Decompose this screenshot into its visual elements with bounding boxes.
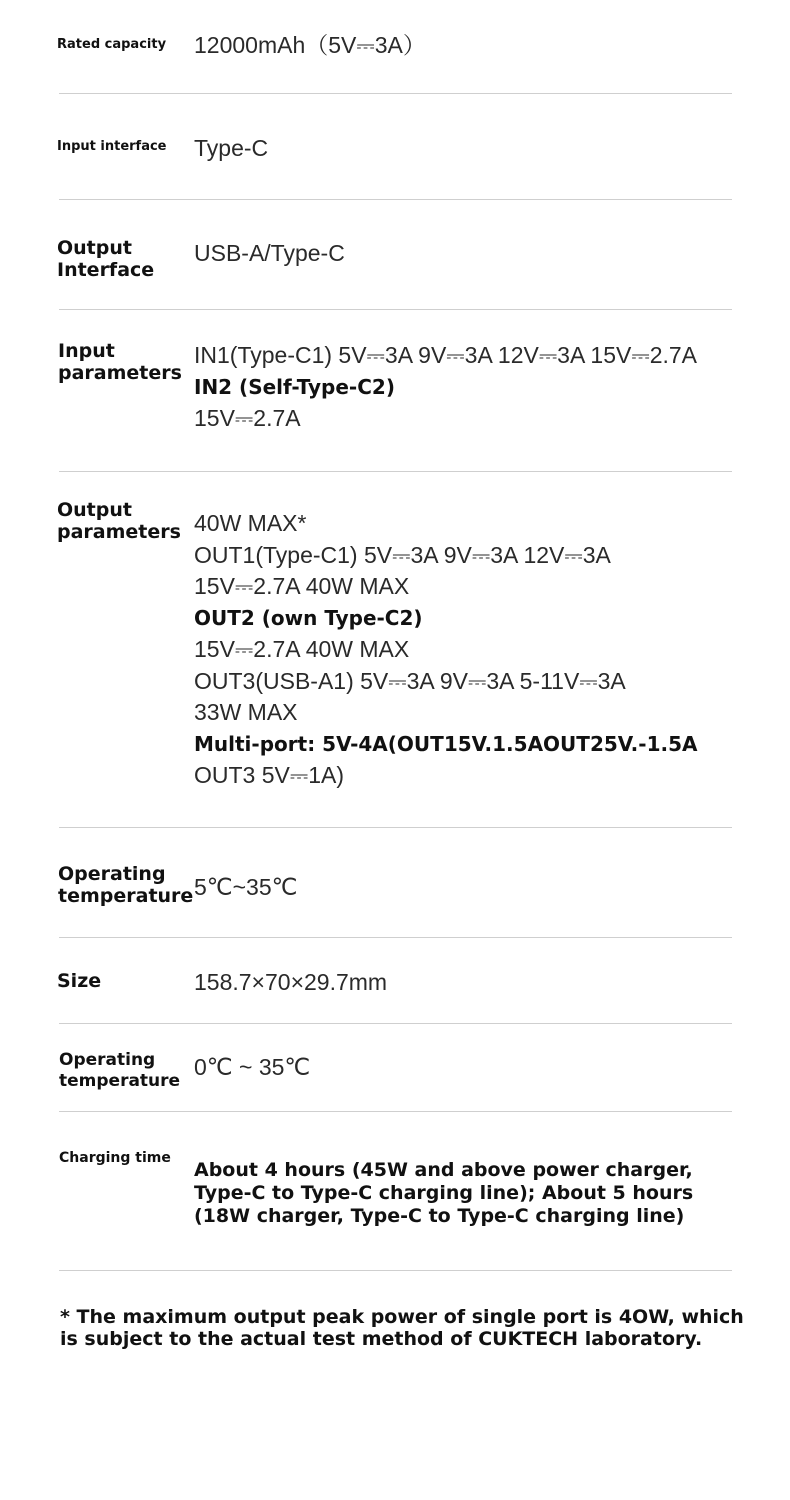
row-divider bbox=[59, 1023, 732, 1024]
spec-value-output-parameters bbox=[194, 508, 754, 792]
row-divider bbox=[59, 199, 732, 200]
spec-value-line: Type-C bbox=[194, 135, 269, 161]
spec-value-charging-time bbox=[194, 1159, 714, 1228]
spec-value-line: IN1(Type-C1) 5V⎓3A 9V⎓3A 12V⎓3A 15V⎓2.7A bbox=[194, 342, 698, 368]
spec-value-line: 40W MAX* bbox=[194, 510, 307, 536]
spec-value-line: IN2 (Self-Type-C2) bbox=[194, 374, 395, 399]
footnote: * The maximum output peak power of single port is 4OW, which is subject to the actual test method of CUKTECH laboratory. bbox=[60, 1306, 744, 1350]
spec-value-line: 15V⎓2.7A bbox=[194, 405, 301, 431]
spec-value-line: 33W MAX bbox=[194, 699, 298, 725]
spec-label-output-interface: Output Interface bbox=[57, 237, 155, 281]
spec-label-input-interface: Input interface bbox=[57, 139, 167, 154]
spec-value-line: OUT1(Type-C1) 5V⎓3A 9V⎓3A 12V⎓3A bbox=[194, 541, 611, 568]
spec-label-operating-temperature-2: Operating temperature bbox=[59, 1050, 181, 1091]
spec-value-line: OUT3 5V⎓1A) bbox=[194, 762, 345, 788]
spec-label-rated-capacity: Rated capacity bbox=[57, 37, 167, 52]
spec-value-line: OUT3(USB-A1) 5V⎓3A 9V⎓3A 5-11V⎓3A bbox=[194, 667, 626, 694]
spec-label-charging-time: Charging time bbox=[59, 1150, 171, 1166]
row-divider bbox=[59, 309, 732, 310]
row-divider bbox=[59, 471, 732, 472]
spec-label-output-parameters: Output parameters bbox=[57, 499, 181, 543]
spec-value-line: 15V⎓2.7A 40W MAX bbox=[194, 573, 410, 599]
spec-value-output-interface bbox=[194, 238, 754, 270]
spec-value-paragraph: About 4 hours (45W and above power charger, Type-C to Type-C charging line); About 5 hours (18W charger, Type-C to Type-C charging line) bbox=[194, 1159, 694, 1227]
row-divider bbox=[59, 1270, 732, 1271]
spec-value-line: USB-A/Type-C bbox=[194, 240, 345, 266]
spec-value-size bbox=[194, 967, 754, 999]
spec-value-input-interface bbox=[194, 133, 754, 165]
spec-value-input-parameters bbox=[194, 340, 754, 435]
row-divider bbox=[59, 1111, 732, 1112]
spec-value-line: OUT2 (own Type-C2) bbox=[194, 605, 423, 630]
spec-value-operating-temperature-2 bbox=[194, 1052, 754, 1084]
spec-value-line: 12000mAh（5V⎓3A） bbox=[194, 32, 426, 58]
row-divider bbox=[59, 93, 732, 94]
spec-value-rated-capacity bbox=[194, 30, 754, 62]
spec-value-line: 158.7×70×29.7mm bbox=[194, 969, 388, 995]
spec-value-line: Multi-port: 5V-4A(OUT15V.1.5AOUT25V.-1.5A bbox=[194, 731, 698, 756]
spec-value-line: 0℃ ~ 35℃ bbox=[194, 1054, 311, 1080]
spec-value-line: 5℃~35℃ bbox=[194, 874, 298, 900]
row-divider bbox=[59, 937, 732, 938]
spec-value-line: 15V⎓2.7A 40W MAX bbox=[194, 636, 410, 662]
row-divider bbox=[59, 827, 732, 828]
spec-label-operating-temperature: Operating temperature bbox=[58, 863, 194, 907]
spec-value-operating-temperature bbox=[194, 872, 754, 904]
spec-label-input-parameters: Input parameters bbox=[58, 340, 182, 384]
spec-label-size: Size bbox=[57, 970, 102, 992]
